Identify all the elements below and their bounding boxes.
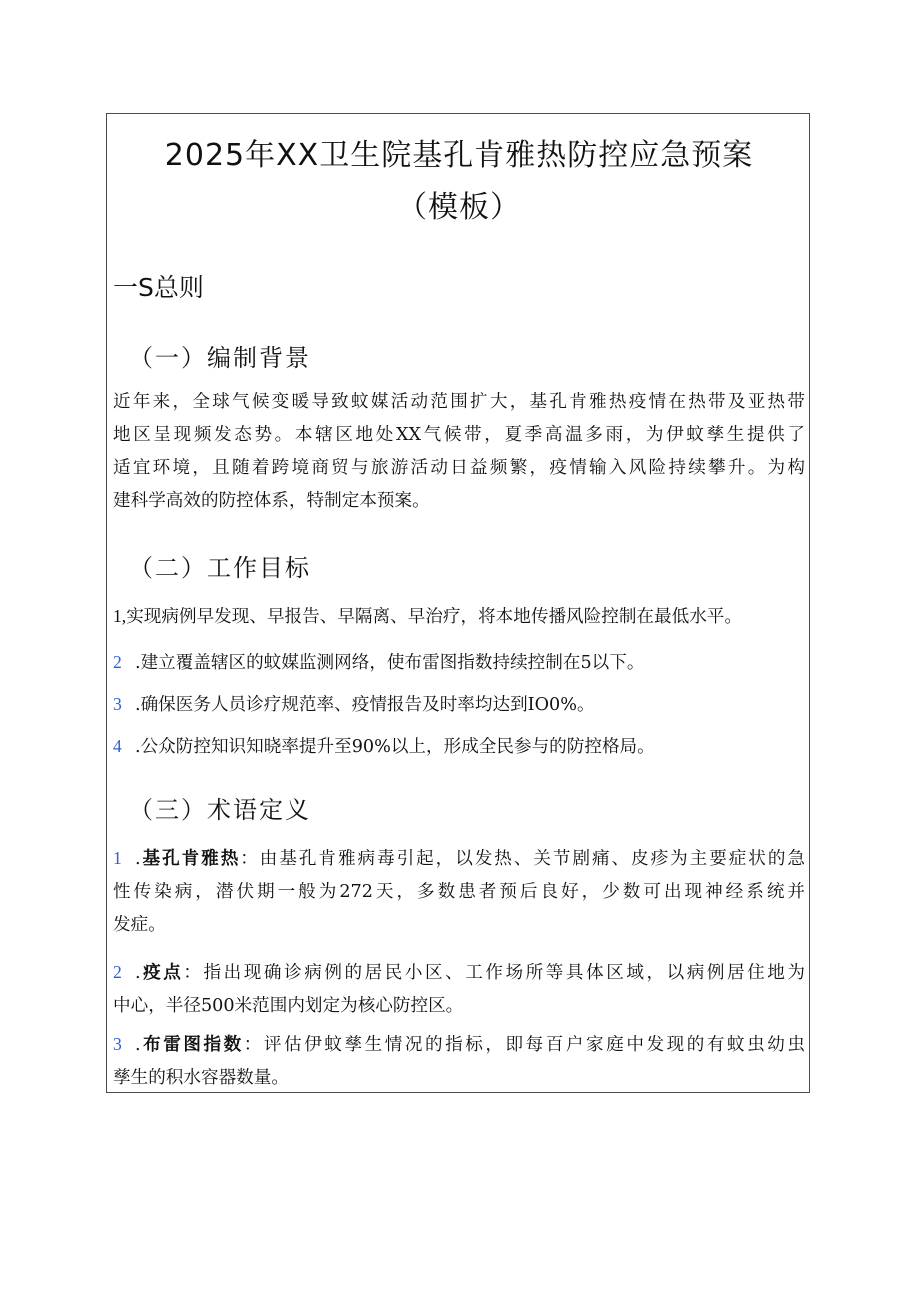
definition-text: ：指出现确诊病例的居民小区、工作场所等具体区域，以病例居住地为 bbox=[183, 963, 805, 983]
subheading-background: （一）编制背景 bbox=[129, 344, 311, 372]
definition-line bbox=[113, 956, 805, 990]
definition-line: 发症。 bbox=[113, 915, 166, 935]
subheading-goals: （二）工作目标 bbox=[129, 554, 311, 582]
goal-item-2 bbox=[113, 646, 805, 680]
goal-text: 实现病例早发现、早报告、早隔离、早治疗，将本地传播风险控制在最低水平。 bbox=[126, 607, 742, 627]
background-paragraph bbox=[113, 386, 805, 518]
goal-item-3 bbox=[113, 688, 805, 722]
goal-number: 2 bbox=[113, 652, 122, 672]
goal-text: .确保医务人员诊疗规范率、疫情报告及时率均达到IO0%。 bbox=[135, 695, 595, 715]
goal-text: .公众防控知识知晓率提升至90%以上，形成全民参与的防控格局。 bbox=[135, 737, 655, 757]
paragraph-line: 地区呈现频发态势。本辖区地处XX气候带，夏季高温多雨，为伊蚊孳生提供了 bbox=[113, 425, 805, 445]
definition-number: 2 bbox=[113, 962, 122, 982]
definition-number: 1 bbox=[113, 848, 122, 868]
paragraph-line: 适宜环境，且随着跨境商贸与旅游活动日益频繁，疫情输入风险持续攀升。为构 bbox=[113, 458, 805, 478]
definition-line bbox=[113, 842, 805, 876]
definition-term: 基孔肯雅热 bbox=[140, 848, 241, 869]
definition-item-3 bbox=[113, 1028, 805, 1095]
goal-text: .建立覆盖辖区的蚊媒监测网络，使布雷图指数持续控制在5以下。 bbox=[135, 653, 645, 673]
definition-number: 3 bbox=[113, 1034, 122, 1054]
document-frame bbox=[106, 113, 810, 1093]
definition-text: ：由基孔肯雅病毒引起，以发热、关节剧痛、皮疹为主要症状的急 bbox=[240, 849, 805, 869]
section-heading-general: 一S总则 bbox=[113, 273, 204, 302]
definition-term: 布雷图指数 bbox=[140, 1034, 244, 1055]
document-title-line-2: （模板） bbox=[397, 190, 521, 225]
goal-item-4 bbox=[113, 730, 805, 764]
paragraph-line: 建科学高效的防控体系，特制定本预案。 bbox=[113, 491, 430, 511]
definition-text: ：评估伊蚊孳生情况的指标，即每百户家庭中发现的有蚊虫幼虫 bbox=[243, 1035, 805, 1055]
definition-item-2 bbox=[113, 956, 805, 1023]
definition-line: 中心，半径500米范围内划定为核心防控区。 bbox=[113, 996, 464, 1016]
definition-line: 孳生的积水容器数量。 bbox=[113, 1068, 289, 1088]
definition-line bbox=[113, 1028, 805, 1062]
goal-number: 3 bbox=[113, 694, 122, 714]
document-title-line-1: 2025年XX卫生院基孔肯雅热防控应急预案 bbox=[164, 138, 754, 173]
definition-item-1 bbox=[113, 842, 805, 942]
goal-number: 4 bbox=[113, 736, 122, 756]
definition-line: 性传染病，潜伏期一般为272天，多数患者预后良好，少数可出现神经系统并 bbox=[113, 882, 805, 902]
paragraph-line: 近年来，全球气候变暖导致蚊媒活动范围扩大，基孔肯雅热疫情在热带及亚热带 bbox=[113, 392, 805, 412]
definition-lead: . bbox=[135, 1035, 141, 1055]
goal-number: 1, bbox=[113, 606, 127, 626]
goal-item-1 bbox=[113, 600, 805, 634]
definition-lead: . bbox=[135, 849, 141, 869]
definition-term: 疫点 bbox=[140, 962, 184, 983]
definition-lead: . bbox=[135, 963, 141, 983]
subheading-definitions: （三）术语定义 bbox=[129, 796, 311, 824]
